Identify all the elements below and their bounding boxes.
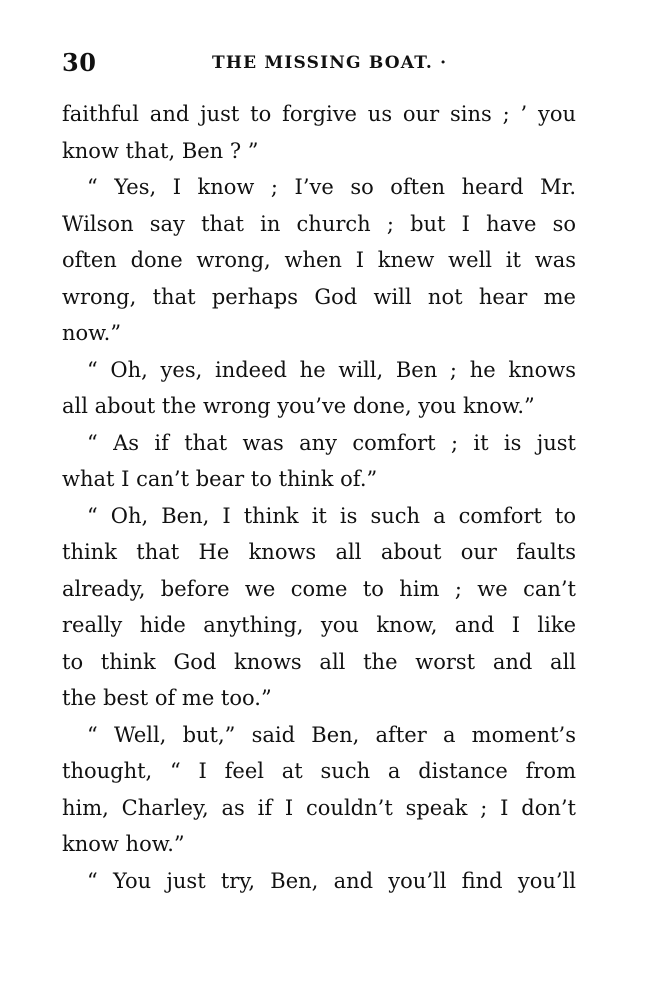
text-line: think that He knows all about our faults bbox=[62, 540, 576, 564]
text-line: now.” bbox=[62, 321, 122, 345]
text-line: the best of me too.” bbox=[62, 686, 272, 710]
text-line: already, before we come to him ; we can’t bbox=[62, 576, 576, 601]
text-line: wrong, that perhaps God will not hear me bbox=[62, 284, 576, 309]
text-line: often done wrong, when I knew well it was bbox=[62, 248, 576, 272]
text-line: “ Oh, Ben, I think it is such a comfort to bbox=[87, 503, 576, 528]
text-line: know that, Ben ? ” bbox=[62, 138, 259, 163]
text-line: Wilson say that in church ; but I have so bbox=[62, 211, 576, 236]
text-line: to think God knows all the worst and all bbox=[62, 649, 576, 674]
body-text bbox=[62, 96, 576, 899]
text-line: “ Yes, I know ; I’ve so often heard Mr. bbox=[87, 175, 576, 199]
running-head bbox=[62, 44, 582, 80]
text-line: “ As if that was any comfort ; it is just bbox=[87, 430, 576, 455]
text-line: what I can’t bear to think of.” bbox=[62, 467, 378, 491]
page-number: 30 bbox=[62, 48, 97, 77]
text-line: faithful and just to forgive us our sins ; ’ you bbox=[62, 102, 576, 126]
text-line: know how.” bbox=[62, 832, 185, 856]
text-line: thought, “ I feel at such a distance from bbox=[62, 759, 576, 783]
text-line: “ You just try, Ben, and you’ll find you’ll bbox=[87, 868, 576, 893]
text-line: really hide anything, you know, and I like bbox=[62, 613, 576, 637]
running-title: THE MISSING BOAT. · bbox=[212, 53, 448, 73]
text-line: “ Well, but,” said Ben, after a moment’s bbox=[87, 722, 576, 747]
text-line: all about the wrong you’ve done, you know.” bbox=[62, 394, 535, 418]
text-line: him, Charley, as if I couldn’t speak ; I don’t bbox=[62, 795, 576, 820]
text-line: “ Oh, yes, indeed he will, Ben ; he knows bbox=[87, 357, 576, 382]
